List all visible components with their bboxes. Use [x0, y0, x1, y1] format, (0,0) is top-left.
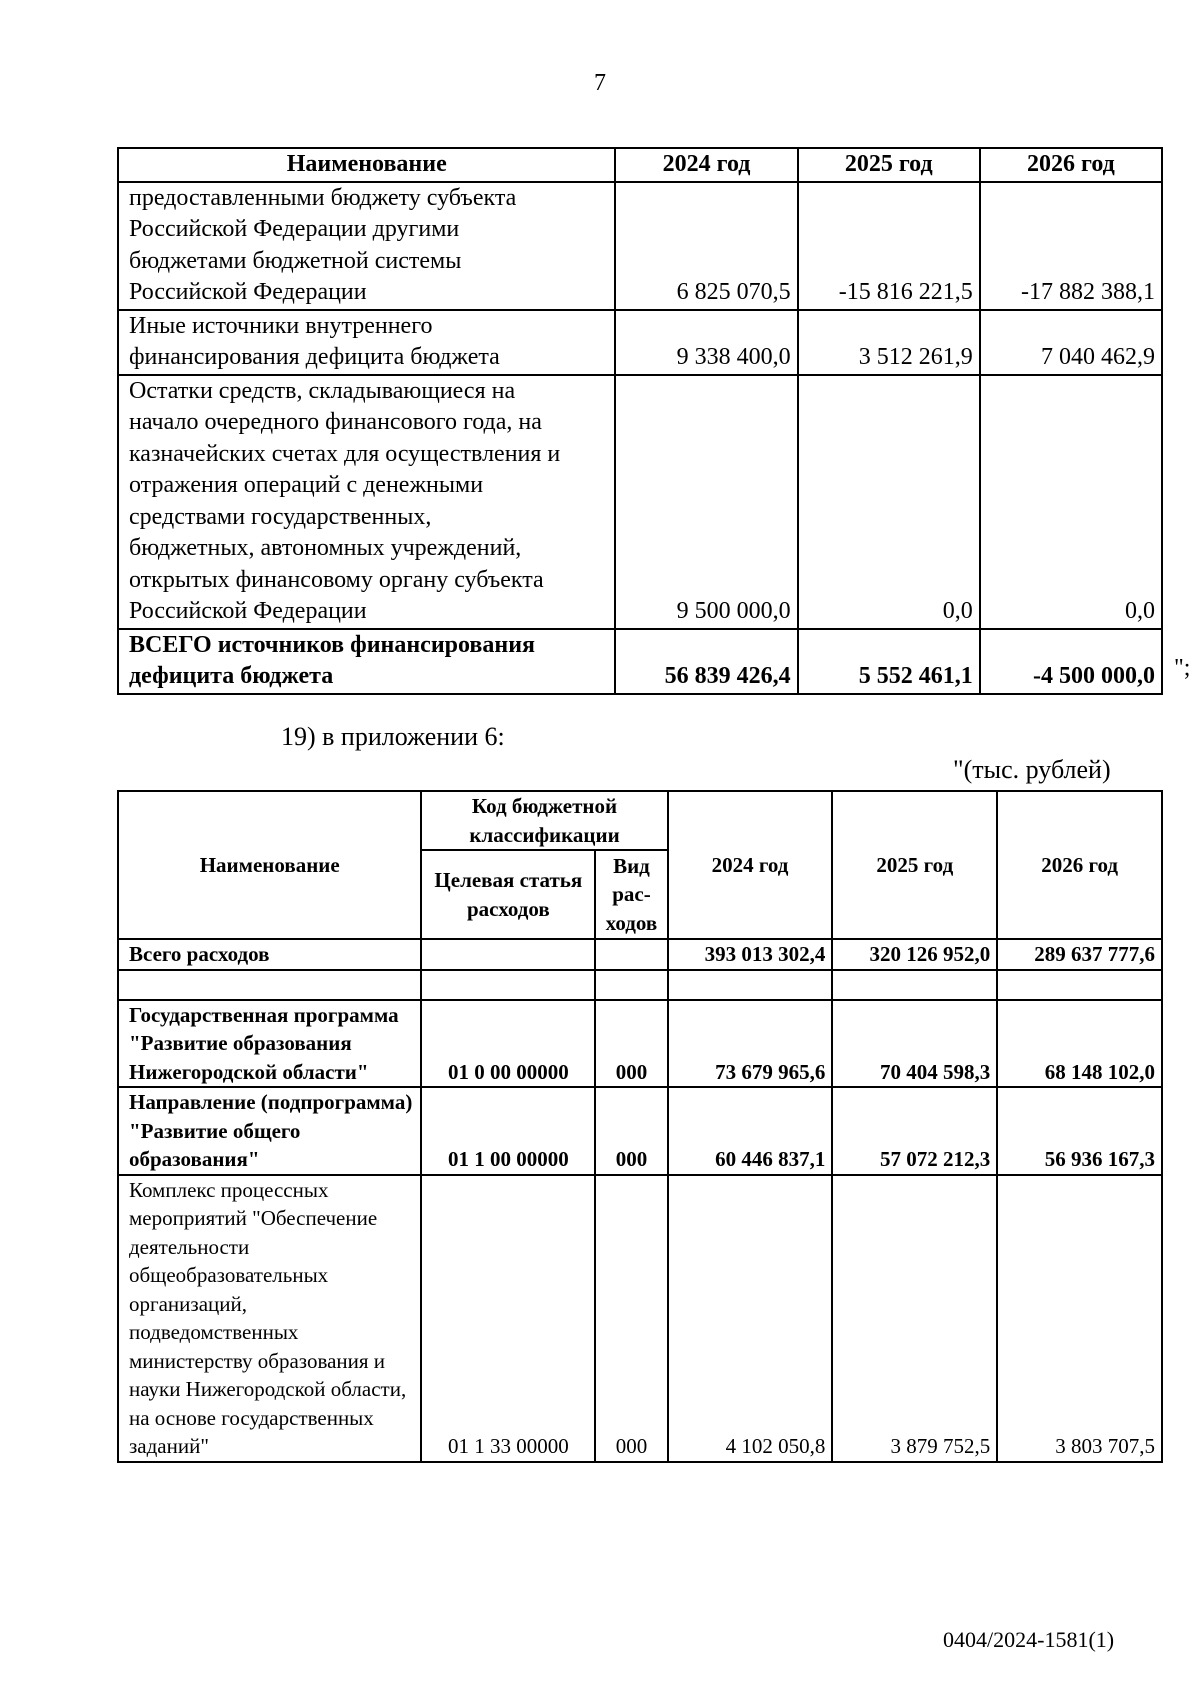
- column-header-2024: 2024 год: [615, 148, 797, 182]
- table-row: [118, 939, 1162, 970]
- table-row: [118, 1000, 1162, 1088]
- column-header-2026: 2026 год: [980, 148, 1162, 182]
- total-row: [118, 629, 1162, 694]
- name-line: открытых финансовому органу субъекта: [129, 566, 544, 593]
- value-2026: -4 500 000,0: [980, 629, 1162, 694]
- empty-cell: [997, 970, 1162, 1000]
- name-line: Остатки средств, складывающиеся на: [129, 377, 516, 404]
- name-line: дефицита бюджета: [129, 663, 334, 689]
- value-2026: 56 936 167,3: [997, 1087, 1162, 1175]
- value-2026: 68 148 102,0: [997, 1000, 1162, 1088]
- name-line: казначейских счетах для осуществления и: [129, 440, 561, 467]
- empty-cell: [668, 970, 833, 1000]
- value-2025: 70 404 598,3: [832, 1000, 997, 1088]
- empty-row: [118, 970, 1162, 1000]
- value-2025: 3 879 752,5: [832, 1175, 997, 1462]
- value-2024: 56 839 426,4: [615, 629, 797, 694]
- units-note: "(тыс. рублей): [953, 755, 1111, 784]
- table-row: [118, 310, 1162, 375]
- name-line: начало очередного финансового года, на: [129, 409, 542, 435]
- target-article-code: [421, 939, 595, 970]
- value-2025: 320 126 952,0: [832, 939, 997, 970]
- column-header-2026: 2026 год: [997, 791, 1162, 939]
- row-name: [118, 310, 615, 375]
- name-line: бюджетами бюджетной системы: [129, 247, 462, 274]
- row-name: [118, 375, 615, 629]
- document-code: 0404/2024-1581(1): [943, 1627, 1115, 1652]
- name-line: бюджетных, автономных учреждений,: [129, 535, 522, 561]
- name-line: отражения операций с денежными: [129, 472, 484, 498]
- paragraph-heading: 19) в приложении 6:: [281, 722, 505, 751]
- column-header-target-article: Целевая статья расходов: [421, 850, 595, 939]
- value-2024: 60 446 837,1: [668, 1087, 833, 1175]
- row-name: [118, 182, 615, 310]
- expenses-table: [117, 790, 1163, 1463]
- value-2026: 7 040 462,9: [980, 310, 1162, 375]
- value-2026: 3 803 707,5: [997, 1175, 1162, 1462]
- name-line: Российской Федерации: [129, 279, 367, 305]
- value-2025: 3 512 261,9: [798, 310, 980, 375]
- expense-type-code: 000: [595, 1087, 667, 1175]
- name-line: Российской Федерации: [129, 598, 367, 624]
- value-2026: 0,0: [980, 375, 1162, 629]
- empty-cell: [832, 970, 997, 1000]
- name-line: Российской Федерации другими: [129, 216, 460, 242]
- column-header-name: Наименование: [118, 791, 421, 939]
- value-2026: 289 637 777,6: [997, 939, 1162, 970]
- table-header-row: [118, 148, 1162, 182]
- value-2025: 57 072 212,3: [832, 1087, 997, 1175]
- empty-cell: [118, 970, 421, 1000]
- column-header-code-group: Код бюджетной классификации: [421, 791, 667, 850]
- column-header-2025: 2025 год: [832, 791, 997, 939]
- table-row: [118, 1087, 1162, 1175]
- closing-quote-mark: ";: [1174, 655, 1191, 681]
- value-2024: 9 500 000,0: [615, 375, 797, 629]
- name-line: предоставленными бюджету субъекта: [129, 184, 517, 211]
- value-2026: -17 882 388,1: [980, 182, 1162, 310]
- value-2024: 4 102 050,8: [668, 1175, 833, 1462]
- table-row: [118, 375, 1162, 629]
- column-header-expense-type: Вид рас-ходов: [595, 850, 667, 939]
- sources-financing-table: [117, 147, 1163, 695]
- empty-cell: [421, 970, 595, 1000]
- value-2024: 73 679 965,6: [668, 1000, 833, 1088]
- row-name: Всего расходов: [118, 939, 421, 970]
- column-header-2024: 2024 год: [668, 791, 833, 939]
- row-name: Направление (подпрограмма) "Развитие общего образования": [118, 1087, 421, 1175]
- name-line: финансирования дефицита бюджета: [129, 344, 500, 370]
- target-article-code: 01 1 33 00000: [421, 1175, 595, 1462]
- value-2024: 6 825 070,5: [615, 182, 797, 310]
- page-number: 7: [594, 70, 606, 96]
- expense-type-code: 000: [595, 1175, 667, 1462]
- value-2024: 9 338 400,0: [615, 310, 797, 375]
- row-name: [118, 629, 615, 694]
- empty-cell: [595, 970, 667, 1000]
- table-row: [118, 182, 1162, 310]
- value-2025: 5 552 461,1: [798, 629, 980, 694]
- target-article-code: 01 0 00 00000: [421, 1000, 595, 1088]
- name-line: ВСЕГО источников финансирования: [129, 631, 536, 658]
- value-2025: -15 816 221,5: [798, 182, 980, 310]
- target-article-code: 01 1 00 00000: [421, 1087, 595, 1175]
- row-name: Комплекс процессных мероприятий "Обеспечение деятельности общеобразовательных организаций, подведомственных министерству образования и науки Нижегородской области, на основе государственных заданий": [118, 1175, 421, 1462]
- name-line: Иные источники внутреннего: [129, 312, 433, 339]
- value-2025: 0,0: [798, 375, 980, 629]
- column-header-2025: 2025 год: [798, 148, 980, 182]
- column-header-name: Наименование: [118, 148, 615, 182]
- row-name: Государственная программа "Развитие образования Нижегородской области": [118, 1000, 421, 1088]
- table-header-row: [118, 791, 1162, 850]
- expense-type-code: [595, 939, 667, 970]
- table-row: [118, 1175, 1162, 1462]
- name-line: средствами государственных,: [129, 503, 432, 530]
- expense-type-code: 000: [595, 1000, 667, 1088]
- value-2024: 393 013 302,4: [668, 939, 833, 970]
